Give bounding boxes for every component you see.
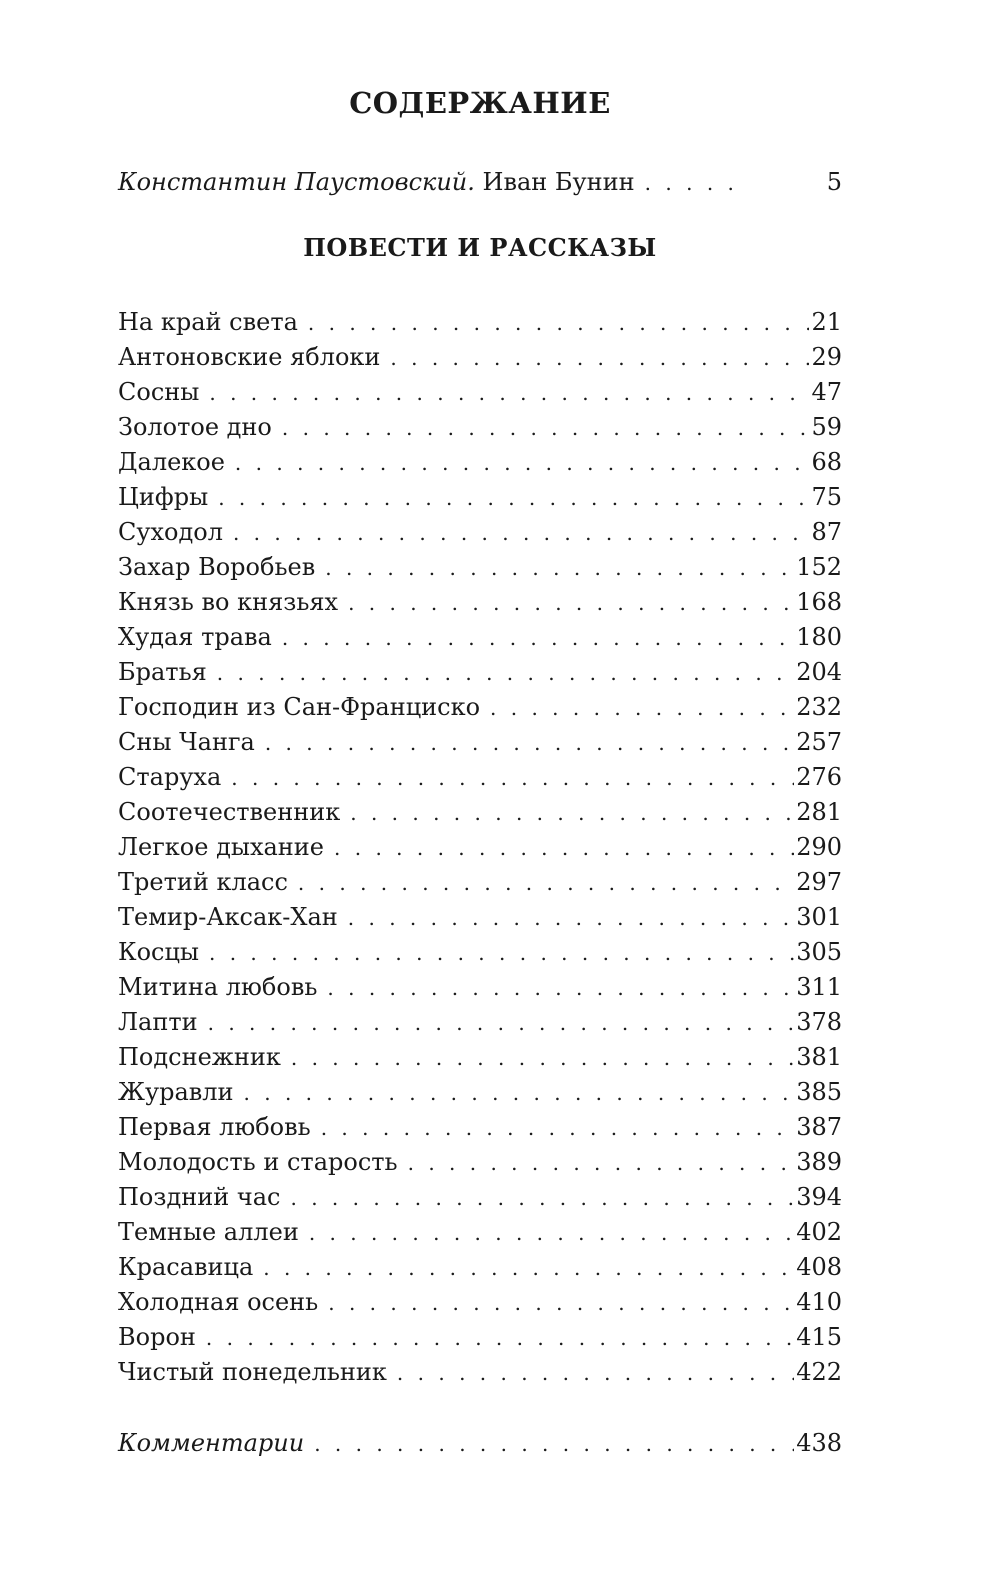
dot-leader bbox=[281, 1041, 794, 1075]
dot-leader bbox=[299, 1216, 794, 1250]
toc-entry[interactable] bbox=[118, 620, 842, 654]
toc-page-number: 281 bbox=[796, 798, 842, 826]
toc-page-number: 410 bbox=[796, 1288, 842, 1316]
toc-entry[interactable] bbox=[118, 1320, 842, 1354]
toc-entry-title: Третий класс bbox=[118, 868, 288, 896]
dot-leader bbox=[635, 166, 745, 200]
toc-entry[interactable] bbox=[118, 795, 842, 829]
toc-entry-title: Антоновские яблоки bbox=[118, 343, 381, 371]
toc-entry-title: Поздний час bbox=[118, 1183, 281, 1211]
toc-entry[interactable] bbox=[118, 655, 842, 689]
toc-entry[interactable] bbox=[118, 585, 842, 619]
dot-leader bbox=[387, 1356, 794, 1390]
toc-entry-title: Подснежник bbox=[118, 1043, 281, 1071]
toc-entry[interactable] bbox=[118, 760, 842, 794]
toc-entry[interactable] bbox=[118, 690, 842, 724]
toc-entry[interactable] bbox=[118, 550, 842, 584]
dot-leader bbox=[199, 376, 809, 410]
dot-leader bbox=[338, 586, 794, 620]
toc-page-number: 402 bbox=[796, 1218, 842, 1246]
dot-leader bbox=[324, 831, 794, 865]
toc-entry-title: Захар Воробьев bbox=[118, 553, 316, 581]
toc-entry[interactable] bbox=[118, 1215, 842, 1249]
toc-page-number: 232 bbox=[796, 693, 842, 721]
toc-page-number: 394 bbox=[796, 1183, 842, 1211]
toc-page-number: 87 bbox=[811, 518, 842, 546]
toc-entry-title: Журавли bbox=[118, 1078, 234, 1106]
toc-page-number: 68 bbox=[811, 448, 842, 476]
section-title: ПОВЕСТИ И РАССКАЗЫ bbox=[303, 233, 657, 262]
toc-page-number: 168 bbox=[796, 588, 842, 616]
toc-entry[interactable] bbox=[118, 1250, 842, 1284]
toc-page-number: 5 bbox=[826, 168, 842, 196]
dot-leader bbox=[380, 341, 809, 375]
dot-leader bbox=[338, 901, 794, 935]
toc-entry-title: Чистый понедельник bbox=[118, 1358, 387, 1386]
dot-leader bbox=[340, 796, 794, 830]
toc-entry-title: Молодость и старость bbox=[118, 1148, 398, 1176]
toc-page-number: 408 bbox=[796, 1253, 842, 1281]
dot-leader bbox=[225, 446, 810, 480]
toc-page-number: 257 bbox=[796, 728, 842, 756]
toc-entry-title: Князь во князьях bbox=[118, 588, 339, 616]
toc-entry[interactable] bbox=[118, 970, 842, 1004]
toc-entry[interactable] bbox=[118, 515, 842, 549]
toc-entry-title: Митина любовь bbox=[118, 973, 318, 1001]
toc-entry[interactable] bbox=[118, 1040, 842, 1074]
toc-page-number: 381 bbox=[796, 1043, 842, 1071]
toc-entry-title: На край света bbox=[118, 308, 298, 336]
toc-entry[interactable] bbox=[118, 1005, 842, 1039]
toc-entry-title: Холодная осень bbox=[118, 1288, 319, 1316]
toc-entry[interactable] bbox=[118, 830, 842, 864]
toc-entry[interactable] bbox=[118, 865, 842, 899]
commentary-title: Комментарии bbox=[118, 1429, 305, 1457]
toc-entry-title: Далекое bbox=[118, 448, 225, 476]
toc-page-number: 47 bbox=[811, 378, 842, 406]
intro-author: Константин Паустовский. bbox=[118, 168, 475, 196]
dot-leader bbox=[207, 656, 794, 690]
toc-page-number: 389 bbox=[796, 1148, 842, 1176]
toc-entry[interactable] bbox=[118, 1075, 842, 1109]
toc-entry-title: Золотое дно bbox=[118, 413, 272, 441]
toc-entry-title: Худая трава bbox=[118, 623, 272, 651]
toc-entry[interactable] bbox=[118, 1285, 842, 1319]
toc-entry[interactable] bbox=[118, 1355, 842, 1389]
dot-leader bbox=[311, 1111, 794, 1145]
toc-page-number: 21 bbox=[811, 308, 842, 336]
dot-leader bbox=[208, 481, 809, 515]
dot-leader bbox=[315, 551, 794, 585]
toc-entry[interactable] bbox=[118, 305, 842, 339]
toc-entry-title: Цифры bbox=[118, 483, 209, 511]
dot-leader bbox=[223, 516, 810, 550]
toc-page-number: 297 bbox=[796, 868, 842, 896]
toc-entry[interactable] bbox=[118, 1145, 842, 1179]
toc-entry[interactable] bbox=[118, 1110, 842, 1144]
toc-entry-title: Соотечественник bbox=[118, 798, 341, 826]
dot-leader bbox=[199, 936, 794, 970]
dot-leader bbox=[253, 1251, 794, 1285]
toc-page-number: 180 bbox=[796, 623, 842, 651]
toc-page-number: 387 bbox=[796, 1113, 842, 1141]
page-title: СОДЕРЖАНИЕ bbox=[349, 86, 611, 120]
toc-page-number: 415 bbox=[796, 1323, 842, 1351]
toc-entry-intro[interactable] bbox=[118, 165, 842, 199]
toc-page-number: 311 bbox=[796, 973, 842, 1001]
toc-entry-title bbox=[118, 1426, 304, 1460]
dot-leader bbox=[272, 621, 794, 655]
dot-leader bbox=[234, 1076, 795, 1110]
toc-entry[interactable] bbox=[118, 480, 842, 514]
toc-page-number: 422 bbox=[796, 1358, 842, 1386]
toc-page-number: 305 bbox=[796, 938, 842, 966]
toc-entry[interactable] bbox=[118, 375, 842, 409]
toc-entry-title: Косцы bbox=[118, 938, 199, 966]
toc-page-number: 385 bbox=[796, 1078, 842, 1106]
toc-entry[interactable] bbox=[118, 1180, 842, 1214]
dot-leader bbox=[198, 1006, 795, 1040]
toc-entry-title: Суходол bbox=[118, 518, 223, 546]
intro-title: Иван Бунин bbox=[482, 168, 635, 196]
toc-entry-title: Братья bbox=[118, 658, 207, 686]
dot-leader bbox=[318, 1286, 794, 1320]
toc-entry-title: Старуха bbox=[118, 763, 222, 791]
dot-leader bbox=[288, 866, 794, 900]
dot-leader bbox=[280, 1181, 794, 1215]
dot-leader bbox=[255, 726, 794, 760]
dot-leader bbox=[304, 1427, 794, 1461]
toc-entry-title: Легкое дыхание bbox=[118, 833, 325, 861]
toc-entry-title: Лапти bbox=[118, 1008, 198, 1036]
toc-page-number: 290 bbox=[796, 833, 842, 861]
toc-page-number: 152 bbox=[796, 553, 842, 581]
toc-entry-commentary[interactable] bbox=[118, 1426, 842, 1460]
toc-entry-title: Красавица bbox=[118, 1253, 254, 1281]
dot-leader bbox=[196, 1321, 794, 1355]
toc-page-number: 204 bbox=[796, 658, 842, 686]
toc-page-number: 301 bbox=[796, 903, 842, 931]
toc-entry-title: Господин из Сан-Франциско bbox=[118, 693, 481, 721]
toc-entry[interactable] bbox=[118, 340, 842, 374]
toc-page-number: 59 bbox=[811, 413, 842, 441]
toc-entry[interactable] bbox=[118, 445, 842, 479]
dot-leader bbox=[272, 411, 810, 445]
dot-leader bbox=[398, 1146, 795, 1180]
toc-page-number: 378 bbox=[796, 1008, 842, 1036]
dot-leader bbox=[317, 971, 794, 1005]
toc-entry-title: Ворон bbox=[118, 1323, 196, 1351]
toc-entry[interactable] bbox=[118, 935, 842, 969]
toc-entry[interactable] bbox=[118, 725, 842, 759]
toc-entry[interactable] bbox=[118, 410, 842, 444]
dot-leader bbox=[480, 691, 794, 725]
toc-page-number: 29 bbox=[811, 343, 842, 371]
toc-page-number: 75 bbox=[811, 483, 842, 511]
toc-page-number: 276 bbox=[796, 763, 842, 791]
toc-entry-title bbox=[118, 165, 635, 199]
toc-page-number: 438 bbox=[796, 1429, 842, 1457]
toc-entry-title: Темные аллеи bbox=[118, 1218, 299, 1246]
toc-entry-title: Первая любовь bbox=[118, 1113, 311, 1141]
toc-entry[interactable] bbox=[118, 900, 842, 934]
dot-leader bbox=[298, 306, 810, 340]
dot-leader bbox=[221, 761, 794, 795]
toc-entry-title: Темир-Аксак-Хан bbox=[118, 903, 338, 931]
toc-entry-title: Сны Чанга bbox=[118, 728, 255, 756]
toc-entry-title: Сосны bbox=[118, 378, 200, 406]
